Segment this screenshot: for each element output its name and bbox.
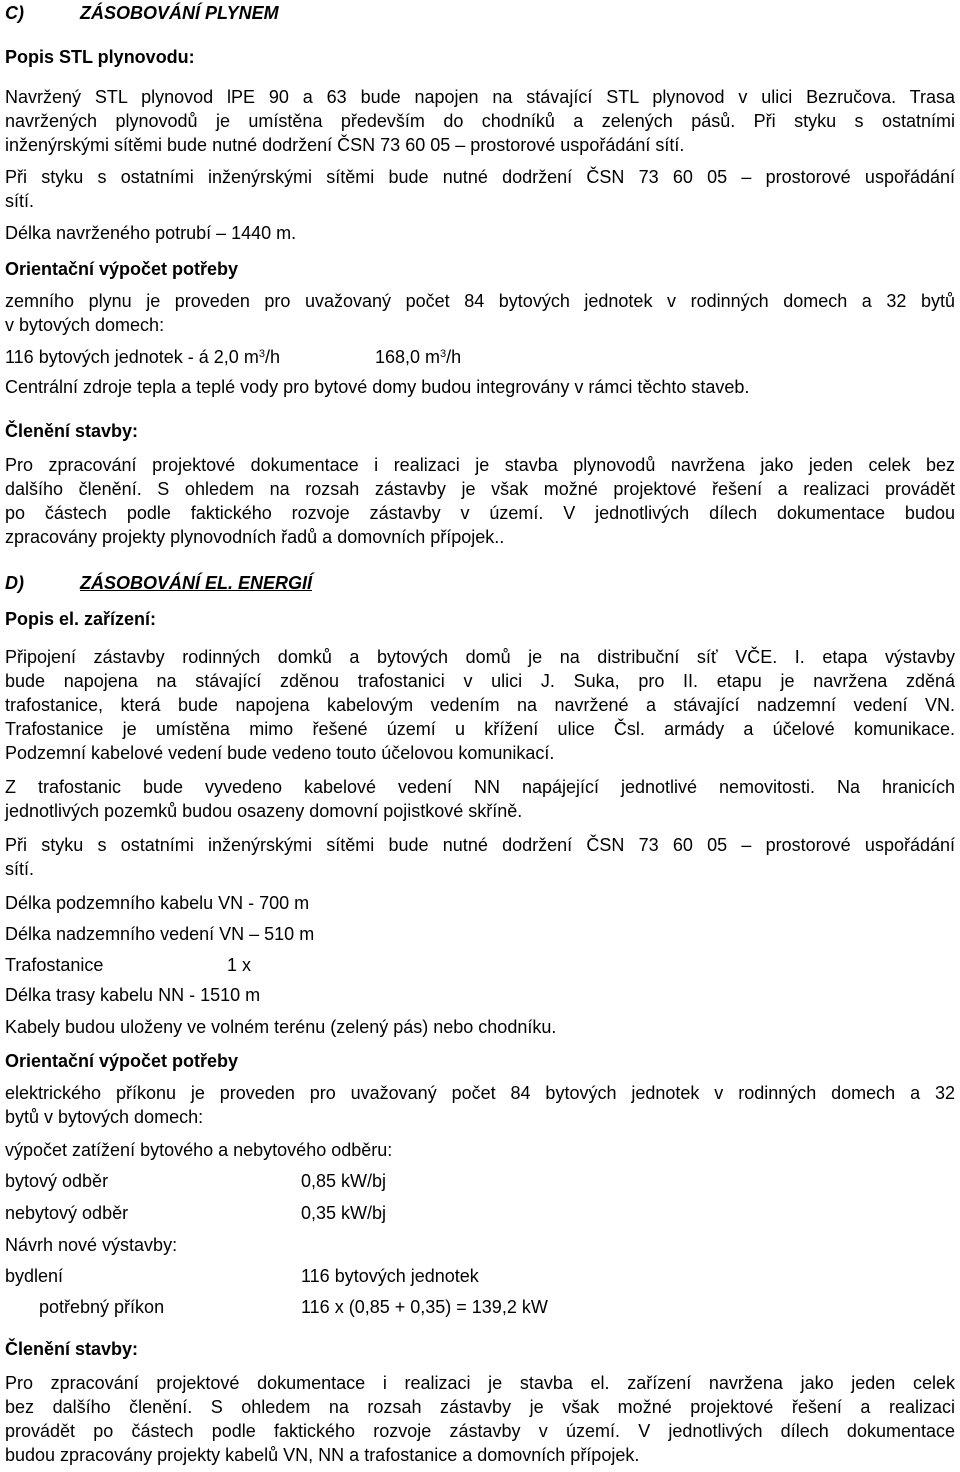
load-row-value: 0,85 kW/bj xyxy=(301,1171,387,1191)
vn-overhead-length: Délka nadzemního vedení VN – 510 m xyxy=(5,924,315,944)
section-d-heading xyxy=(5,572,313,594)
paragraph-line: Při styku s ostatními inženýrskými sítěmi bude nutné dodržení ČSN 73 60 05 – prostorové uspořádání xyxy=(5,167,955,187)
load-calc-heading: výpočet zatížení bytového a nebytového odběru: xyxy=(5,1140,393,1160)
design-heading: Návrh nové výstavby: xyxy=(5,1235,178,1255)
paragraph-line: Připojení zástavby rodinných domků a bytových domů je na distribuční síť VČE. I. etapa výstavby xyxy=(5,647,955,667)
paragraph-line: sítí. xyxy=(5,191,35,211)
paragraph-line: Podzemní kabelové vedení bude vedeno touto účelovou komunikací. xyxy=(5,743,555,763)
paragraph-line: Pro zpracování projektové dokumentace i realizaci je stavba plynovodů navržena jako jeden celek bez xyxy=(5,455,955,475)
transformer-row xyxy=(5,954,252,976)
paragraph-line: bude napojena na stávající zděnou trafostanici v ulici J. Suka, pro II. etapu je navržena zděná xyxy=(5,671,955,691)
section-d-subheading xyxy=(5,608,156,630)
power-value: 116 x (0,85 + 0,35) = 139,2 kW xyxy=(301,1297,548,1317)
power-row xyxy=(5,1296,548,1318)
transformer-count: 1 x xyxy=(227,955,252,975)
paragraph-line: elektrického příkonu je proveden pro uvažovaný počet 84 bytových jednotek v rodinných domech a 32 xyxy=(5,1083,955,1103)
section-c-letter: C) xyxy=(5,3,24,23)
paragraph-line: jednotlivých pozemků budou osazeny domovní pojistkové skříně. xyxy=(5,801,523,821)
paragraph-line: provádět po částech podle faktického rozvoje zástavby v území. V jednotlivých dílech dokumentace xyxy=(5,1421,955,1441)
housing-label: bydlení xyxy=(5,1266,64,1286)
load-row-value: 0,35 kW/bj xyxy=(301,1203,387,1223)
section-c-subheading: Popis STL plynovodu: xyxy=(5,47,195,67)
paragraph-line: Trafostanice je umístěna mimo řešené území u křížení ulice Čsl. armády a účelové komunikace. xyxy=(5,719,955,739)
paragraph-line: inženýrskými sítěmi bude nutné dodržení ČSN 73 60 05 – prostorové uspořádání sítí. xyxy=(5,135,685,155)
paragraph-line: dalšího členění. S ohledem na rozsah zástavby je však možné projektové řešení a realizaci provádět xyxy=(5,479,955,499)
paragraph-line: zemního plynu je proveden pro uvažovaný počet 84 bytových jednotek v rodinných domech a 32 bytů xyxy=(5,291,955,311)
gas-calc-left-text: 116 bytových jednotek - á 2,0 m xyxy=(5,347,259,367)
section-c-heading xyxy=(5,2,279,24)
gas-calc-left xyxy=(5,347,280,367)
gas-calc-row xyxy=(5,346,462,368)
paragraph-line: bytů v bytových domech: xyxy=(5,1107,204,1127)
gas-calc-left-unit: /h xyxy=(264,347,280,367)
paragraph-line: budou zpracovány projekty kabelů VN, NN a trafostanice a domovních přípojek. xyxy=(5,1445,640,1465)
paragraph-line: trafostanice, která bude napojena kabelovým vedením na navržené a stávající nadzemní vedení VN. xyxy=(5,695,955,715)
vn-underground-length: Délka podzemního kabelu VN - 700 m xyxy=(5,893,310,913)
paragraph-line: po částech podle faktického rozvoje zástavby v území. V jednotlivých dílech dokumentace budou xyxy=(5,503,955,523)
paragraph-line: Pro zpracování projektové dokumentace i realizaci je stavba el. zařízení navržena jako jeden celek xyxy=(5,1373,955,1393)
housing-value: 116 bytových jednotek xyxy=(301,1266,479,1286)
transformer-label: Trafostanice xyxy=(5,955,104,975)
paragraph-line: sítí. xyxy=(5,859,35,879)
superscript: 3 xyxy=(258,348,265,360)
paragraph-line: zpracovány projekty plynovodních řadů a domovních přípojek.. xyxy=(5,527,505,547)
housing-row xyxy=(5,1265,479,1287)
load-row-label: bytový odběr xyxy=(5,1171,109,1191)
pipe-length: Délka navrženého potrubí – 1440 m. xyxy=(5,223,297,243)
gas-calc-right-text: 168,0 m xyxy=(375,347,441,367)
section-d-letter: D) xyxy=(5,573,24,593)
section-d-subheading-part: Popis el. xyxy=(5,609,85,629)
load-row-label: nebytový odběr xyxy=(5,1203,129,1223)
gas-calc-right xyxy=(375,346,461,368)
cable-placement-note: Kabely budou uloženy ve volném terénu (zelený pás) nebo chodníku. xyxy=(5,1017,557,1037)
paragraph-line: Při styku s ostatními inženýrskými sítěmi bude nutné dodržení ČSN 73 60 05 – prostorové uspořádání xyxy=(5,835,955,855)
paragraph-line: bez dalšího členění. S ohledem na rozsah zástavby je však možné projektové řešení a realizaci xyxy=(5,1397,955,1417)
paragraph-line: Navržený STL plynovod lPE 90 a 63 bude napojen na stávající STL plynovod v ulici Bezručova. Trasa xyxy=(5,87,955,107)
section-d-subheading-part: zařízení: xyxy=(84,609,157,629)
gas-division-heading: Členění stavby: xyxy=(5,421,139,441)
load-row xyxy=(5,1170,387,1192)
load-row xyxy=(5,1202,387,1224)
power-calc-heading: Orientační výpočet potřeby xyxy=(5,1051,239,1071)
nn-cable-length: Délka trasy kabelu NN - 1510 m xyxy=(5,985,261,1005)
power-label: potřebný příkon xyxy=(39,1297,165,1317)
section-c-title: ZÁSOBOVÁNÍ PLYNEM xyxy=(80,3,279,23)
central-heating-note: Centrální zdroje tepla a teplé vody pro bytové domy budou integrovány v rámci těchto staveb. xyxy=(5,377,750,397)
paragraph-line: navržených plynovodů je umístěna především do chodníků a zelených pásů. Při styku s ostatními xyxy=(5,111,955,131)
el-division-heading: Členění stavby: xyxy=(5,1339,139,1359)
gas-calc-heading: Orientační výpočet potřeby xyxy=(5,259,239,279)
gas-calc-right-unit: /h xyxy=(446,347,462,367)
paragraph-line: Z trafostanic bude vyvedeno kabelové vedení NN napájející jednotlivé nemovitosti. Na hranicích xyxy=(5,777,955,797)
superscript: 3 xyxy=(440,348,447,360)
paragraph-line: v bytových domech: xyxy=(5,315,165,335)
section-d-title: ZÁSOBOVÁNÍ EL. ENERGIÍ xyxy=(80,573,313,593)
